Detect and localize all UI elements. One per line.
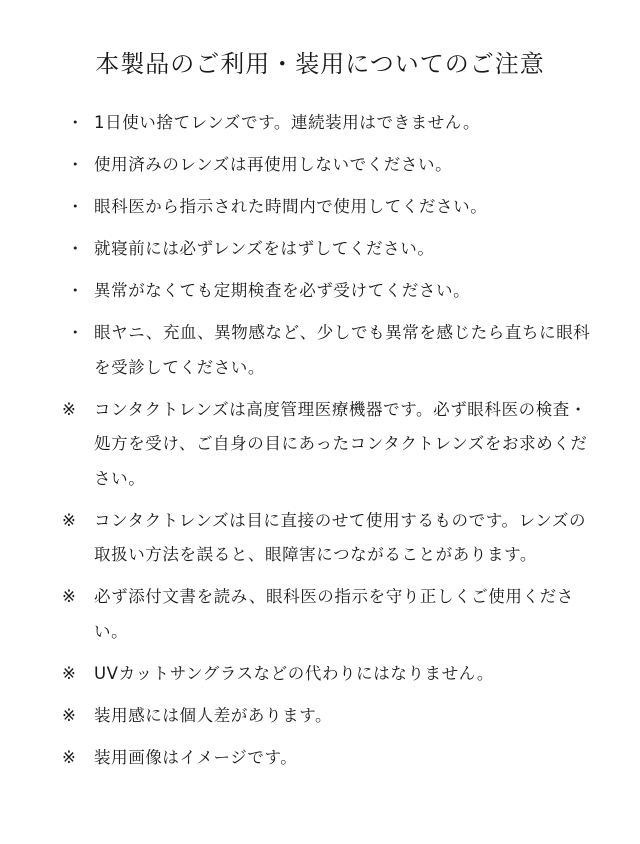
note-item [62,148,592,183]
caution-item [62,657,592,692]
reference-mark: ※ [62,747,77,767]
note-text: 就寝前には必ずレンズをはずしてください。 [94,239,435,258]
caution-text: コンタクトレンズは高度管理医療機器です。必ず眼科医の検査・処方を受け、ご自身の目にあったコンタクトレンズをお求めください。 [94,399,588,488]
note-text: 使用済みのレンズは再使用しないでください。 [94,155,453,174]
reference-mark: ※ [62,663,77,683]
caution-text: コンタクトレンズは目に直接のせて使用するものです。レンズの取扱い方法を誤ると、眼障害につながることがあります。 [94,510,587,564]
bullet-marker: ・ [67,113,85,132]
bullet-marker: ・ [67,281,85,300]
caution-text: 装用画像はイメージです。 [94,747,298,767]
reference-mark: ※ [62,587,77,606]
note-item [62,274,592,309]
reference-mark: ※ [62,510,77,530]
caution-item [62,580,592,649]
note-text: 眼ヤニ、充血、異物感など、少しでも異常を感じたら直ちに眼科を受診してください。 [94,323,591,377]
caution-text: 必ず添付文書を読み、眼科医の指示を守り正しくご使用ください。 [94,587,574,641]
bullet-marker: ・ [67,197,85,216]
notes-list [62,106,592,783]
caution-text: UVカットサングラスなどの代わりにはなりません。 [94,663,494,683]
caution-text: 装用感には個人差があります。 [94,705,333,725]
reference-mark: ※ [62,399,77,419]
note-text: 眼科医から指示された時間内で使用してください。 [94,197,488,216]
reference-mark: ※ [62,705,77,725]
note-text: 1日使い捨てレンズです。連続装用はできません。 [94,113,481,132]
note-item [62,316,592,385]
caution-item [62,393,592,497]
note-item [62,232,592,267]
caution-item [62,741,592,776]
bullet-marker: ・ [67,155,85,174]
caution-item [62,699,592,734]
note-item [62,106,592,141]
note-text: 異常がなくても定期検査を必ず受けてください。 [94,281,471,300]
bullet-marker: ・ [67,323,85,342]
note-item [62,190,592,225]
bullet-marker: ・ [67,239,85,258]
caution-item [62,504,592,573]
page-title: 本製品のご利用・装用についてのご注意 [95,50,545,78]
